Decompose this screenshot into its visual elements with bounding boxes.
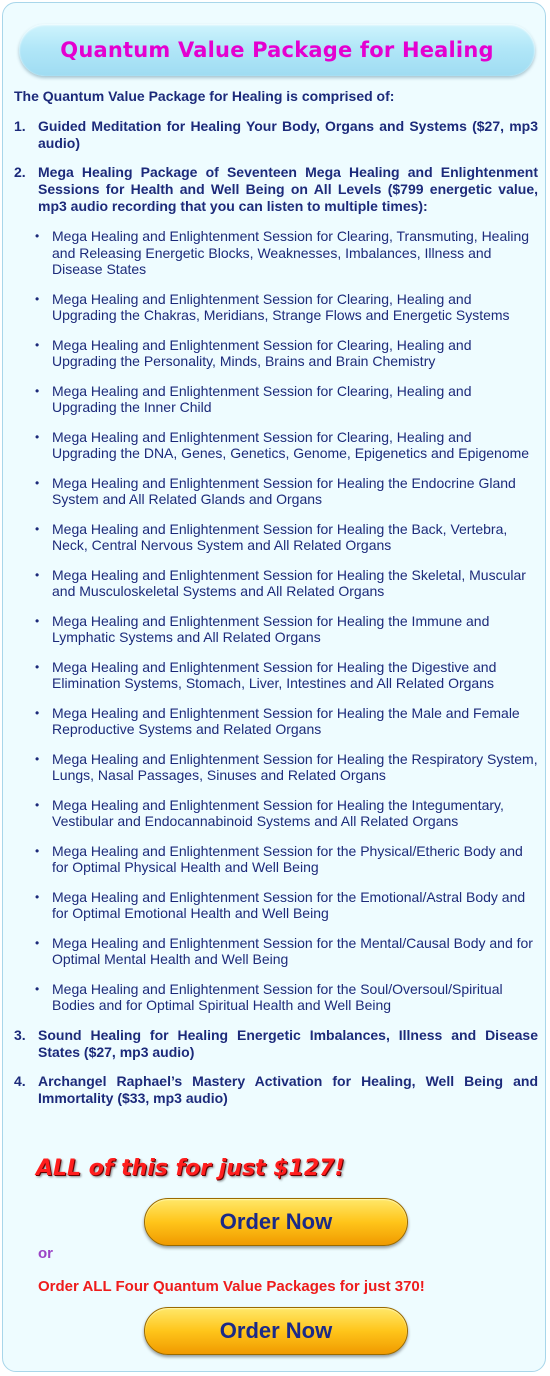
session-list-item [14,337,538,370]
session-text: Mega Healing and Enlightenment Session for the Physical/Etheric Body and for Optimal Physical Health and Well Being [52,842,523,875]
session-list [14,228,538,1014]
session-list-item [14,889,538,922]
bullet-icon: • [35,429,40,444]
package-item-3 [14,1027,538,1061]
session-list-item [14,475,538,508]
item-text: Archangel Raphael’s Mastery Activation for Healing, Well Being and Immortality ($33, mp3 audio) [38,1072,538,1106]
intro-text: The Quantum Value Package for Healing is comprised of: [14,88,395,104]
session-text: Mega Healing and Enlightenment Session for Clearing, Healing and Upgrading the Chakras, Meridians, Strange Flows and Energetic Systems [52,290,510,323]
session-text: Mega Healing and Enlightenment Session for Healing the Back, Vertebra, Neck, Central Nervous System and All Related Organs [52,520,508,553]
bullet-icon: • [35,567,40,582]
session-list-item [14,521,538,554]
session-text: Mega Healing and Enlightenment Session for the Soul/Oversoul/Spiritual Bodies and for Optimal Spiritual Health and Well Being [52,980,503,1013]
session-text: Mega Healing and Enlightenment Session for Clearing, Healing and Upgrading the DNA, Genes, Genetics, Genome, Epigenetics and Epigenome [52,428,530,461]
session-text: Mega Healing and Enlightenment Session for Healing the Respiratory System, Lungs, Nasal Passages, Sinuses and Related Organs [52,750,538,783]
session-list-item [14,429,538,462]
order-now-button[interactable]: Order Now [144,1198,408,1246]
page-title: Quantum Value Package for Healing [60,38,494,62]
session-list-item [14,751,538,784]
order-now-all-button[interactable]: Order Now [144,1307,408,1355]
item-text: Mega Healing Package of Seventeen Mega Healing and Enlightenment Sessions for Health and Well Being on All Levels ($799 energetic value, mp3 audio recording that you can listen to multiple times): [38,164,538,214]
session-list-item [14,228,538,278]
bullet-icon: • [35,337,40,352]
session-text: Mega Healing and Enlightenment Session for Clearing, Healing and Upgrading the Inner Child [52,382,472,415]
session-text: Mega Healing and Enlightenment Session for the Mental/Causal Body and for Optimal Mental Health and Well Being [52,934,533,967]
session-list-item [14,981,538,1014]
bullet-icon: • [35,521,40,536]
session-text: Mega Healing and Enlightenment Session for Healing the Integumentary, Vestibular and Endocannabinoid Systems and All Related Organs [52,796,504,829]
bullet-icon: • [35,229,40,243]
price-offer-heading: ALL of this for just $127! [36,1156,345,1181]
header-bar [19,24,535,76]
bullet-icon: • [35,889,40,904]
session-text: Mega Healing and Enlightenment Session for Healing the Male and Female Reproductive Systems and Related Organs [52,704,520,737]
session-list-item [14,567,538,600]
item-number: 2. [14,164,26,180]
session-list-item [14,383,538,416]
bullet-icon: • [35,659,40,674]
session-text: Mega Healing and Enlightenment Session for Healing the Skeletal, Muscular and Musculoskeletal Systems and All Related Organs [52,566,526,599]
bullet-icon: • [35,475,40,490]
session-list-item [14,659,538,692]
session-text: Mega Healing and Enlightenment Session for Healing the Endocrine Gland System and All Related Glands and Organs [52,474,516,507]
session-text: Mega Healing and Enlightenment Session for the Emotional/Astral Body and for Optimal Emotional Health and Well Being [52,888,526,921]
package-item-2 [14,164,538,215]
or-text: or [38,1245,53,1262]
bullet-icon: • [35,705,40,720]
four-packages-offer: Order ALL Four Quantum Value Packages for just 370! [38,1278,425,1295]
session-text: Mega Healing and Enlightenment Session for Healing the Digestive and Elimination Systems, Stomach, Liver, Intestines and All Related Organs [52,658,497,691]
session-list-item [14,613,538,646]
bullet-icon: • [35,383,40,398]
bullet-icon: • [35,935,40,950]
bullet-icon: • [35,843,40,858]
item-number: 3. [14,1026,26,1043]
bullet-icon: • [35,981,40,996]
item-number: 4. [14,1072,26,1089]
item-text: Sound Healing for Healing Energetic Imbalances, Illness and Disease States ($27, mp3 audio) [38,1026,538,1060]
bullet-icon: • [35,291,40,306]
item-text: Guided Meditation for Healing Your Body, Organs and Systems ($27, mp3 audio) [38,118,538,151]
session-list-item [14,291,538,324]
session-text: Mega Healing and Enlightenment Session for Clearing, Transmuting, Healing and Releasing Energetic Blocks, Weaknesses, Imbalances, Illness and Disease States [52,228,530,277]
session-text: Mega Healing and Enlightenment Session for Clearing, Healing and Upgrading the Personality, Minds, Brains and Brain Chemistry [52,336,472,369]
package-item-4 [14,1073,538,1107]
item-number: 1. [14,118,26,134]
bullet-icon: • [35,613,40,628]
package-content [14,88,538,1119]
package-item-1 [14,118,538,152]
session-list-item [14,843,538,876]
session-text: Mega Healing and Enlightenment Session for Healing the Immune and Lymphatic Systems and All Related Organs [52,612,490,645]
session-list-item [14,935,538,968]
session-list-item [14,705,538,738]
bullet-icon: • [35,751,40,766]
session-list-item [14,797,538,830]
bullet-icon: • [35,797,40,812]
